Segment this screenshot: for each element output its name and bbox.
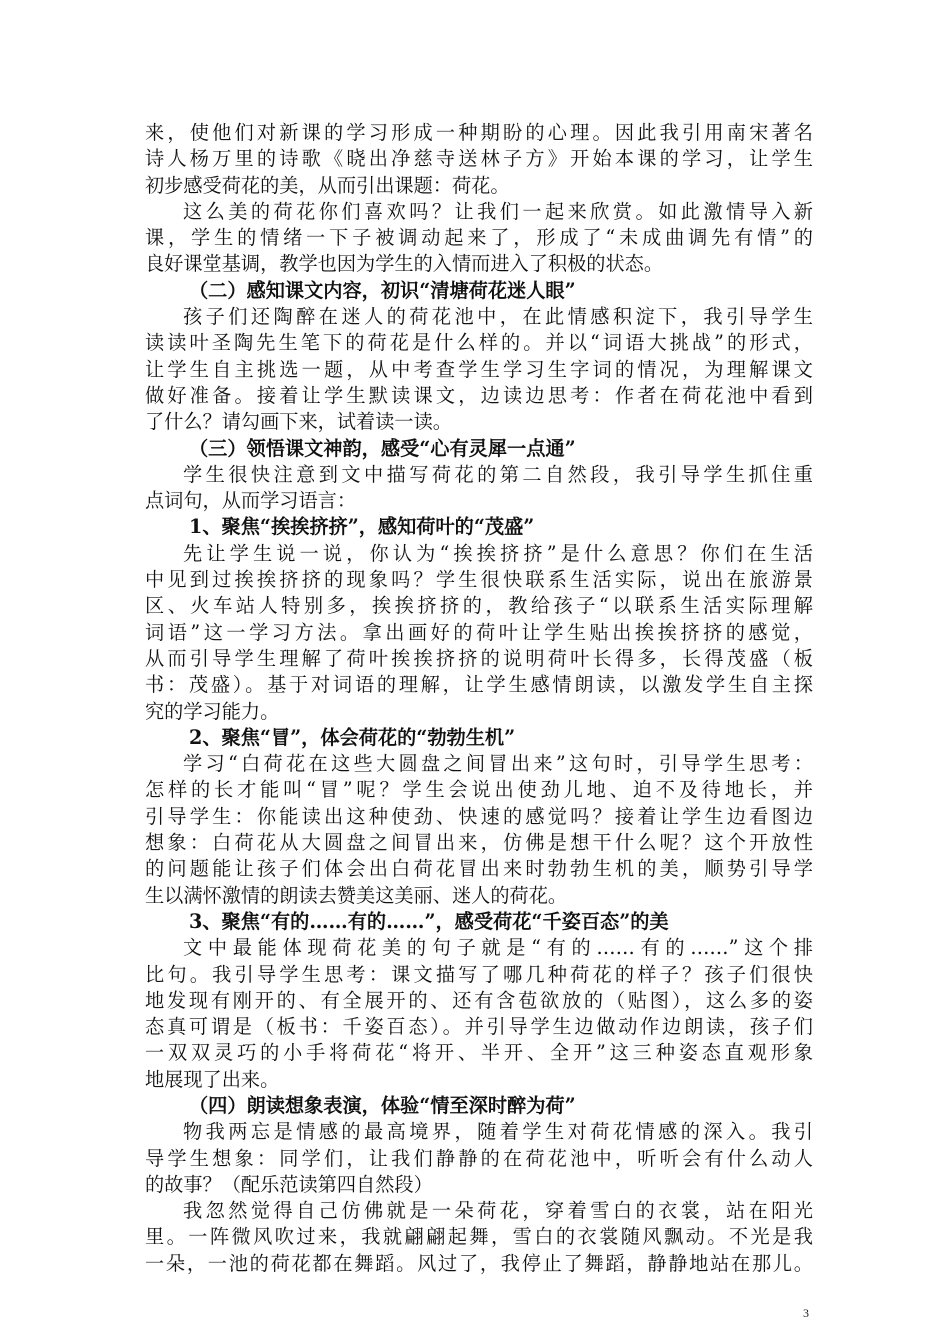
text-line: 读读叶圣陶先生笔下的荷花是什么样的。并以“词语大挑战”的形式，	[145, 331, 813, 355]
text-line: 区、火车站人特别多，挨挨挤挤的，教给孩子“以联系生活实际理解	[145, 594, 813, 618]
section-heading: （二）感知课文内容，初识“清塘荷花迷人眼”	[189, 278, 576, 302]
text-line: 从而引导学生理解了荷叶挨挨挤挤的说明荷叶长得多，长得茂盛（板	[145, 646, 813, 670]
text-line: 了什么？请勾画下来，试着读一读。	[145, 410, 452, 434]
text-line: 地发现有刚开的、有全展开的、还有含苞欲放的（贴图），这么多的姿	[145, 988, 813, 1012]
text-line: 的问题能让孩子们体会出白荷花冒出来时勃勃生机的美，顺势引导学	[145, 857, 813, 881]
text-line: 诗人杨万里的诗歌《晓出净慈寺送林子方》开始本课的学习，让学生	[145, 147, 813, 171]
text-line: 做好准备。接着让学生默读课文，边读边思考：作者在荷花池中看到	[145, 383, 813, 407]
section-heading: 1、聚焦“挨挨挤挤”，感知荷叶的“茂盛”	[189, 515, 535, 539]
page-number: 3	[803, 1306, 809, 1320]
text-line: 来，使他们对新课的学习形成一种期盼的心理。因此我引用南宋著名	[145, 121, 813, 144]
text-line: 的故事？（配乐范读第四自然段）	[145, 1172, 433, 1196]
text-line: 学习“白荷花在这些大圆盘之间冒出来”这句时，引导学生思考：	[183, 752, 813, 776]
text-line: 一双双灵巧的小手将荷花“将开、半开、全开”这三种姿态直观形象	[145, 1041, 813, 1065]
text-line: 引导学生：你能读出这种使劲、快速的感觉吗？接着让学生边看图边	[145, 804, 813, 828]
text-line: 物我两忘是情感的最高境界，随着学生对荷花情感的深入。我引	[183, 1120, 813, 1144]
text-line: 课，学生的情绪一下子被调动起来了，形成了“未成曲调先有情”的	[145, 226, 813, 250]
section-heading: （三）领悟课文神韵，感受“心有灵犀一点通”	[189, 436, 576, 460]
text-line: 生以满怀激情的朗读去赞美这美丽、迷人的荷花。	[145, 883, 568, 907]
text-line: 中见到过挨挨挤挤的现象吗？学生很快联系生活实际，说出在旅游景	[145, 568, 813, 592]
text-line: 学生很快注意到文中描写荷花的第二自然段，我引导学生抓住重	[183, 462, 813, 486]
text-line: 究的学习能力。	[145, 699, 280, 723]
text-line: 书：茂盛）。基于对词语的理解，让学生感情朗读，以激发学生自主探	[145, 673, 813, 697]
text-line: 先让学生说一说，你认为“挨挨挤挤”是什么意思？你们在生活	[183, 541, 813, 565]
document-body	[145, 120, 813, 1277]
text-line: 让学生自主挑选一题，从中考查学生学习生字词的情况，为理解课文	[145, 357, 813, 381]
text-line: 态真可谓是（板书：千姿百态）。并引导学生边做动作边朗读，孩子们	[145, 1015, 813, 1039]
text-line: 良好课堂基调，教学也因为学生的入情而进入了积极的状态。	[145, 252, 664, 276]
text-line: 点词句，从而学习语言：	[145, 489, 357, 513]
text-line: 这么美的荷花你们喜欢吗？让我们一起来欣赏。如此激情导入新	[183, 199, 813, 223]
text-line: 孩子们还陶醉在迷人的荷花池中，在此情感积淀下，我引导学生	[183, 305, 813, 329]
text-line: 比句。我引导学生思考：课文描写了哪几种荷花的样子？孩子们很快	[145, 962, 813, 986]
text-line: 词语”这一学习方法。拿出画好的荷叶让学生贴出挨挨挤挤的感觉，	[145, 620, 813, 644]
text-line: 地展现了出来。	[145, 1067, 280, 1091]
section-heading: 2、聚焦“冒”，体会荷花的“勃勃生机”	[189, 725, 516, 749]
text-line: 我忽然觉得自己仿佛就是一朵荷花，穿着雪白的衣裳，站在阳光	[183, 1199, 813, 1223]
text-line: 一朵，一池的荷花都在舞蹈。风过了，我停止了舞蹈，静静地站在那儿。	[145, 1251, 813, 1275]
text-line: 怎样的长才能叫“冒”呢？学生会说出使劲儿地、迫不及待地长，并	[145, 778, 813, 802]
text-line: 初步感受荷花的美，从而引出课题：荷花。	[145, 173, 510, 197]
section-heading: 3、聚焦“有的……有的……”，感受荷花“千姿百态”的美	[189, 909, 669, 933]
text-line: 文中最能体现荷花美的句子就是“有的……有的……”这个排	[183, 936, 813, 960]
text-line: 里。一阵微风吹过来，我就翩翩起舞，雪白的衣裳随风飘动。不光是我	[145, 1225, 813, 1249]
text-line: 导学生想象：同学们，让我们静静的在荷花池中，听听会有什么动人	[145, 1146, 813, 1170]
text-line: 想象：白荷花从大圆盘之间冒出来，仿佛是想干什么呢？这个开放性	[145, 831, 813, 855]
section-heading: （四）朗读想象表演，体验“情至深时醉为荷”	[189, 1093, 576, 1117]
